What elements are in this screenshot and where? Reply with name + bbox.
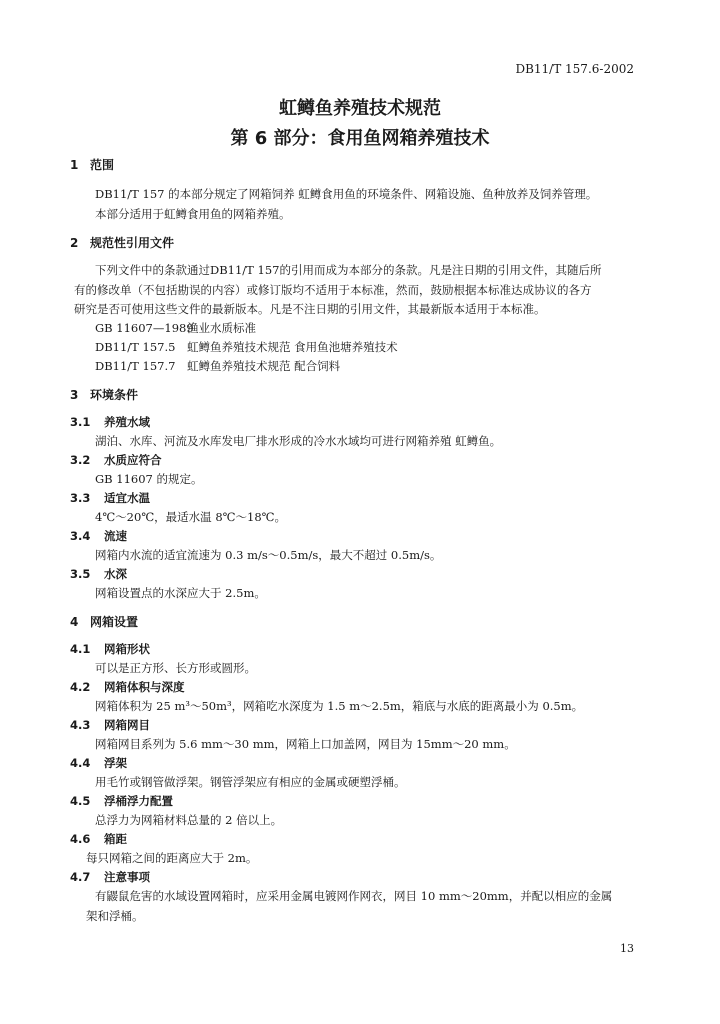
reference-item: GB 11607—1989渔业水质标准 — [95, 321, 256, 335]
subsection-text: 有鼹鼠危害的水域设置网箱时，应采用金属电镀网作网衣，网目 10 mm～20mm，并配以相应的金属 — [95, 889, 613, 903]
subsection-heading: 4.4 浮架 — [70, 756, 127, 770]
document-subtitle: 第 6 部分：食用鱼网箱养殖技术 — [230, 128, 490, 149]
subsection-heading: 3.3 适宜水温 — [70, 491, 150, 505]
standard-code: DB11/T 157.6-2002 — [515, 62, 634, 76]
subsection-heading: 4.3 网箱网目 — [70, 718, 150, 732]
subsection-heading: 4.2 网箱体积与深度 — [70, 680, 185, 694]
paragraph-scope-1: DB11/T 157 的本部分规定了网箱饲养 虹鳟食用鱼的环境条件、网箱设施、鱼种放养及饲养管理。 — [95, 187, 598, 201]
subsection-heading: 3.2 水质应符合 — [70, 453, 162, 467]
document-title: 虹鳟鱼养殖技术规范 — [279, 98, 441, 119]
subsection-text: 湖泊、水库、河流及水库发电厂排水形成的冷水水域均可进行网箱养殖 虹鳟鱼。 — [95, 434, 502, 448]
paragraph-scope-2: 本部分适用于虹鳟食用鱼的网箱养殖。 — [95, 207, 291, 221]
paragraph-references-3: 研究是否可使用这些文件的最新版本。凡是不注日期的引用文件，其最新版本适用于本标准。 — [74, 302, 546, 316]
subsection-text: 用毛竹或钢管做浮架。钢管浮架应有相应的金属或硬塑浮桶。 — [95, 775, 406, 789]
page-number: 13 — [620, 942, 634, 955]
subsection-heading: 4.1 网箱形状 — [70, 642, 150, 656]
subsection-heading: 3.1 养殖水域 — [70, 415, 150, 429]
subsection-text: 网箱网目系列为 5.6 mm～30 mm，网箱上口加盖网，网目为 15mm～20 mm。 — [95, 737, 516, 751]
section-heading-3: 3 环境条件 — [70, 388, 139, 402]
subsection-text: 可以是正方形、长方形或圆形。 — [95, 661, 256, 675]
subsection-heading: 3.4 流速 — [70, 529, 127, 543]
subsection-heading: 4.6 箱距 — [70, 832, 127, 846]
subsection-text: 网箱内水流的适宜流速为 0.3 m/s～0.5m/s，最大不超过 0.5m/s。 — [95, 548, 442, 562]
section-heading-2: 2 规范性引用文件 — [70, 236, 175, 250]
subsection-heading: 4.5 浮桶浮力配置 — [70, 794, 173, 808]
subsection-text: 网箱设置点的水深应大于 2.5m。 — [95, 586, 266, 600]
reference-item: DB11/T 157.7 虹鳟鱼养殖技术规范 配合饲料 — [95, 359, 341, 373]
subsection-text: 每只网箱之间的距离应大于 2m。 — [86, 851, 258, 865]
subsection-text: 总浮力为网箱材料总量的 2 倍以上。 — [95, 813, 283, 827]
reference-item: DB11/T 157.5 虹鳟鱼养殖技术规范 食用鱼池塘养殖技术 — [95, 340, 398, 354]
subsection-heading: 4.7 注意事项 — [70, 870, 150, 884]
subsection-text: 架和浮桶。 — [86, 909, 144, 923]
subsection-text: 4℃～20℃，最适水温 8℃～18℃。 — [95, 510, 287, 524]
section-heading-4: 4 网箱设置 — [70, 615, 139, 629]
subsection-text: 网箱体积为 25 m³～50m³，网箱吃水深度为 1.5 m～2.5m，箱底与水底的距离最小为 0.5m。 — [95, 699, 584, 713]
section-heading-1: 1 范围 — [70, 158, 115, 172]
subsection-text: GB 11607 的规定。 — [95, 472, 203, 486]
subsection-heading: 3.5 水深 — [70, 567, 127, 581]
paragraph-references-2: 有的修改单（不包括勘误的内容）或修订版均不适用于本标准，然而，鼓励根据本标准达成协议的各方 — [74, 283, 592, 297]
paragraph-references-1: 下列文件中的条款通过DB11/T 157的引用而成为本部分的条款。凡是注日期的引用文件，其随后所 — [95, 263, 602, 277]
